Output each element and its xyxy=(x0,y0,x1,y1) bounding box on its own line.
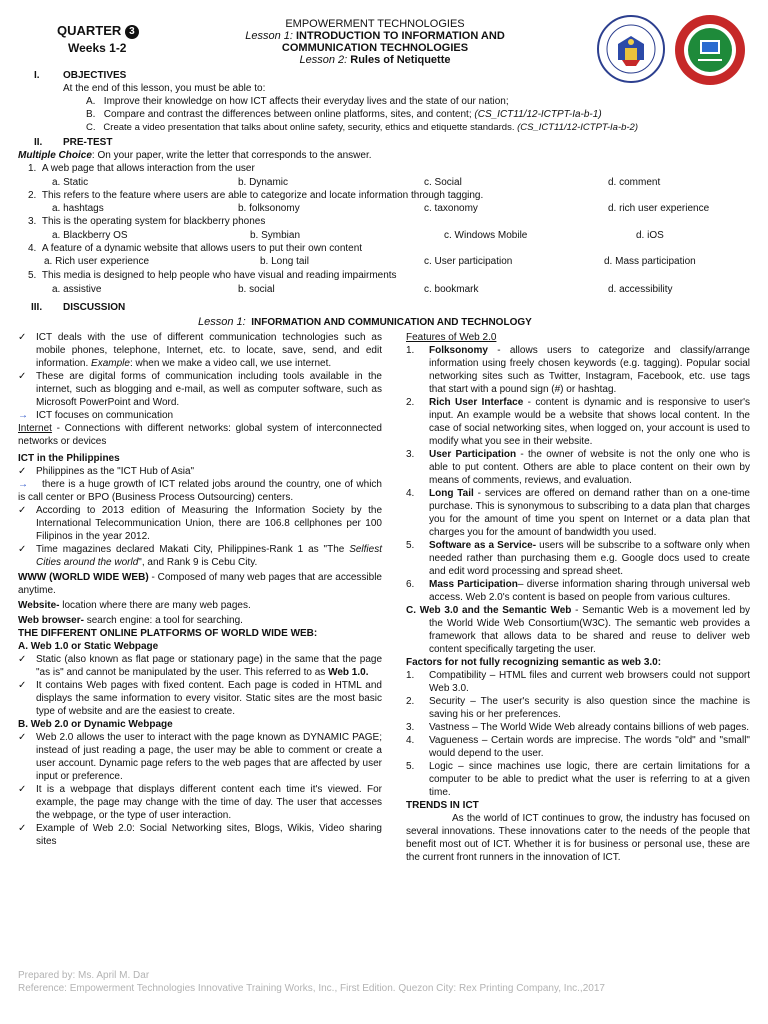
web1-heading: A. Web 1.0 or Static Webpage xyxy=(18,641,159,652)
objective-c xyxy=(86,121,638,134)
objective-text: Improve their knowledge on how ICT affects their everyday lives and the state of our nation; xyxy=(103,96,509,107)
feature-number: 5. xyxy=(406,540,415,551)
question-number: 2. xyxy=(28,190,37,201)
check-icon: ✓ xyxy=(18,654,27,665)
quarter-number-badge xyxy=(125,25,139,39)
option-c: c. Windows Mobile xyxy=(444,230,528,241)
lesson2-prefix: Lesson 2: xyxy=(299,54,348,66)
platforms-heading: THE DIFFERENT ONLINE PLATFORMS OF WORLD WIDE WEB: xyxy=(18,628,318,639)
bullet-text: It is a webpage that displays different content each time it's viewed. For example, the page may change with the time of day. The user that accesses the webpage, or the type of user interaction. xyxy=(36,784,382,821)
question-4 xyxy=(28,242,362,255)
feature-3 xyxy=(406,448,750,487)
option-a: a. hashtags xyxy=(52,203,104,214)
objective-letter: B. xyxy=(86,109,96,120)
feature-4 xyxy=(406,487,750,539)
feature-number: 1. xyxy=(406,345,415,356)
feature-5 xyxy=(406,539,750,578)
feature-text: - the owner of website is not the only one who is able to put content. Others are able to place content on their own by means of comments, reviews, and evaluation. xyxy=(429,449,750,486)
check-icon: ✓ xyxy=(18,371,27,382)
bullet-text: Web 2.0 allows the user to interact with the page known as DYNAMIC PAGE; instead of just reading a page, the user may be able to comment or create a user account. Dynamic page refers to the web pages that are affected by user input or preference. xyxy=(36,732,382,782)
trends-paragraph: As the world of ICT continues to grow, the industry has focused on several innovations. These innovations cater to the needs of the people that benefit most out of ICT. Whether it is for business or personal use, these are the current front runners in the innovation of ICT. xyxy=(406,813,750,863)
www-text: - Composed of many web pages that are accessible anytime. xyxy=(18,572,382,596)
quarter-text: QUARTER xyxy=(57,23,122,38)
ph-arrow-note xyxy=(18,478,382,504)
lesson1-title-a: INTRODUCTION TO INFORMATION AND xyxy=(295,30,505,42)
factor-number: 4. xyxy=(406,735,415,746)
objectives-heading: OBJECTIVES xyxy=(63,70,127,81)
browser-text: search engine: a tool for searching. xyxy=(83,615,243,626)
bullet-italic-text: Selfiest Cities around the world xyxy=(36,544,382,568)
factor-5 xyxy=(406,760,750,799)
ph-heading: ICT in the Philippines xyxy=(18,453,120,464)
question-5 xyxy=(28,269,397,282)
feature-text: users will be subscribe to a software only when needed rather than purchasing them e.g. Google docs used to create and edit word processing and spread sheet. xyxy=(429,540,750,577)
check-icon: ✓ xyxy=(18,680,27,691)
ph-bullet-2 xyxy=(18,504,382,543)
feature-number: 3. xyxy=(406,449,415,460)
internet-definition xyxy=(18,422,382,448)
option-a: a. Static xyxy=(52,177,89,188)
option-c: c. User participation xyxy=(424,256,513,267)
option-b: b. Dynamic xyxy=(238,177,289,188)
question-2 xyxy=(28,189,483,202)
feature-text: - allows users to categorize and classify/arrange information using freely chosen keywords (e.g. tagging). Popular social networking sites such as Twitter, Instagram, Facebook, etc. use tags that start with a pound sign (#) or hashtag. xyxy=(429,345,750,395)
prepared-by: Prepared by: Ms. April M. Dar xyxy=(18,970,150,981)
check-icon: ✓ xyxy=(18,732,27,743)
reference-line: Reference: Empowerment Technologies Innovative Training Works, Inc., First Edition. Quezon City: Rex Printing Company, Inc.,2017 xyxy=(18,983,605,994)
deped-seal-logo xyxy=(596,14,666,84)
factor-number: 1. xyxy=(406,670,415,681)
option-c: c. bookmark xyxy=(424,284,479,295)
feature-label: Mass Participation xyxy=(429,579,518,590)
feature-number: 4. xyxy=(406,488,415,499)
feature-2 xyxy=(406,396,750,448)
question-3 xyxy=(28,215,265,228)
feature-6 xyxy=(406,578,750,604)
factor-2 xyxy=(406,695,750,721)
bullet-text-end: ", and Rank 9 is Cebu City. xyxy=(138,557,258,568)
feature-label: Rich User Interface xyxy=(429,397,524,408)
factor-number: 2. xyxy=(406,696,415,707)
feature-label: Software as a Service- xyxy=(429,540,537,551)
www-definition xyxy=(18,571,382,597)
factor-number: 5. xyxy=(406,761,415,772)
browser-definition xyxy=(18,614,382,627)
lesson-prefix: Lesson 1: xyxy=(198,316,246,328)
web2-bullet-1 xyxy=(18,731,382,783)
question-number: 5. xyxy=(28,270,37,281)
arrow-right-icon: → xyxy=(18,479,28,490)
feature-text: - content is dynamic and is responsive to user's input. An example would be a website that shows local content. In the case of social networking sites, when logged on, your account is used to modify what you see in their website. xyxy=(429,397,750,447)
web1-bullet-2 xyxy=(18,679,382,718)
ph-bullet-3 xyxy=(18,543,382,569)
trends-heading: TRENDS IN ICT xyxy=(406,800,479,811)
objectives-intro: At the end of this lesson, you must be able to: xyxy=(63,83,266,94)
option-d: d. Mass participation xyxy=(604,256,696,267)
feature-label: Folksonomy xyxy=(429,345,488,356)
option-d: d. accessibility xyxy=(608,284,673,295)
example-label: Example xyxy=(91,358,130,369)
discussion-lesson-title xyxy=(198,316,532,329)
bullet-text: According to 2013 edition of Measuring the Information Society by the International Telecommunication Union, there are 106.8 cellphones per 100 Filipinos in the year 2012. xyxy=(36,505,382,542)
question-4-options xyxy=(0,255,768,268)
web2-bullet-2 xyxy=(18,783,382,822)
ph-bullet-1 xyxy=(18,465,382,478)
web1-bullet-1 xyxy=(18,653,382,679)
factor-1 xyxy=(406,669,750,695)
right-column xyxy=(406,331,750,864)
ict-arrow-note xyxy=(18,409,382,422)
pretest-heading: PRE-TEST xyxy=(63,137,113,148)
factor-number: 3. xyxy=(406,722,415,733)
website-definition xyxy=(18,599,382,612)
web3-definition xyxy=(406,604,750,656)
question-number: 4. xyxy=(28,243,37,254)
discussion-roman: III. xyxy=(31,302,43,313)
factor-text: Security – The user's security is also question since the machine is saving his or her preferences. xyxy=(429,696,750,720)
instruction-label: Multiple Choice xyxy=(18,150,92,161)
bullet-text: Time magazines declared Makati City, Philippines-Rank 1 as "The xyxy=(36,544,350,555)
internet-label: Internet xyxy=(18,423,52,434)
lesson2-line xyxy=(230,54,520,66)
lesson1-prefix: Lesson 1: xyxy=(245,30,293,42)
check-icon: ✓ xyxy=(18,823,27,834)
question-3-options xyxy=(0,229,768,242)
lesson-title: INFORMATION AND COMMUNICATION AND TECHNOLOGY xyxy=(251,317,532,328)
objective-text: Compare and contrast the differences between online platforms, sites, and content; xyxy=(103,109,472,120)
question-text: A feature of a dynamic website that allows users to put their own content xyxy=(41,243,363,254)
subject-title: EMPOWERMENT TECHNOLOGIES xyxy=(285,18,465,30)
factor-text: Vastness – The World Wide Web already contains billions of web pages. xyxy=(429,722,749,733)
college-seal-logo xyxy=(674,14,746,86)
feature-text: - services are offered on demand rather than on a one-time purchase. This is synonymous to subscribing to a data plan that charges you for the amount of time you spent on Internet or a data plan that charges you for the amount of bandwidth you used. xyxy=(429,488,750,538)
browser-label: Web browser- xyxy=(18,615,84,626)
check-icon: ✓ xyxy=(18,466,27,477)
question-text: This media is designed to help people who have visual and reading impairments xyxy=(41,270,397,281)
web3-text: - Semantic Web is a movement led by the World Wide Web Consortium(W3C). The semantic web provides a framework that allows data to be shared and reuse to deliver web content specifically targeting the user. xyxy=(429,605,751,655)
question-1 xyxy=(28,162,255,175)
bullet-text: Static (also known as flat page or stationary page) in the same that the page "as is" and cannot be manipulated by the user. This referred to as xyxy=(36,654,382,678)
bullet-text: It contains Web pages with fixed content. Each page is coded in HTML and displays the same information to every visitor. Static sites are the most basic type of website and are the easiest to create. xyxy=(36,680,382,717)
arrow-right-icon: → xyxy=(18,410,28,421)
lesson1-title-b: COMMUNICATION TECHNOLOGIES xyxy=(281,42,469,54)
www-label: WWW (WORLD WIDE WEB) xyxy=(18,572,149,583)
feature-1 xyxy=(406,344,750,396)
pretest-roman: II. xyxy=(34,137,43,148)
question-number: 1. xyxy=(28,163,37,174)
factor-3 xyxy=(406,721,750,734)
question-1-options xyxy=(0,176,768,189)
option-c: c. taxonomy xyxy=(424,203,478,214)
question-5-options xyxy=(0,283,768,296)
quarter-label xyxy=(57,23,139,39)
question-text: This is the operating system for blackberry phones xyxy=(41,216,266,227)
web3-label: C. Web 3.0 and the Semantic Web xyxy=(406,605,572,616)
feature-text: – diverse information sharing through universal web access. Web 2.0's content is based on people from various cultures. xyxy=(429,579,751,603)
check-icon: ✓ xyxy=(18,784,27,795)
option-b: b. Long tail xyxy=(260,256,309,267)
arrow-note-text: ICT focuses on communication xyxy=(36,410,174,421)
discussion-heading: DISCUSSION xyxy=(63,302,126,313)
question-text: A web page that allows interaction from the user xyxy=(41,163,255,174)
feature-number: 6. xyxy=(406,579,415,590)
pretest-instructions xyxy=(18,149,372,162)
objective-letter: C. xyxy=(86,122,96,133)
bullet-text: These are digital forms of communication including tools available in the internet, such as blogging and e-mail, as well as computer software, such as Microsoft PowerPoint and Word. xyxy=(36,371,382,408)
question-number: 3. xyxy=(28,216,37,227)
option-a: a. Rich user experience xyxy=(44,256,150,267)
bullet-text: ICT deals with the use of different communication technologies such as mobile phones, telephone, Internet, etc. to locate, save, send, and edit information. xyxy=(36,332,382,369)
web2-heading: B. Web 2.0 or Dynamic Webpage xyxy=(18,719,173,730)
factor-4 xyxy=(406,734,750,760)
features-heading: Features of Web 2.0 xyxy=(406,332,497,343)
option-a: a. Blackberry OS xyxy=(52,230,128,241)
objective-code: (CS_ICT11/12-ICTPT-Ia-b-2) xyxy=(517,122,639,133)
instruction-text: : On your paper, write the letter that corresponds to the answer. xyxy=(91,150,372,161)
check-icon: ✓ xyxy=(18,544,27,555)
objective-code: (CS_ICT11/12-ICTPT-Ia-b-1) xyxy=(474,109,602,120)
left-column xyxy=(18,331,382,848)
lesson1-line xyxy=(230,30,520,42)
ict-bullet-2 xyxy=(18,370,382,409)
arrow-note-text: there is a huge growth of ICT related jobs around the country, one of which is call center or BPO (Business Process Outsourcing) centers. xyxy=(18,479,382,503)
weeks-label: Weeks 1-2 xyxy=(68,41,127,55)
bullet-text: Philippines as the "ICT Hub of Asia" xyxy=(36,466,195,477)
option-d: d. iOS xyxy=(636,230,664,241)
option-a: a. assistive xyxy=(52,284,102,295)
feature-label: Long Tail xyxy=(429,488,474,499)
objective-letter: A. xyxy=(86,96,96,107)
objective-a xyxy=(86,95,509,108)
lesson2-title: Rules of Netiquette xyxy=(350,54,451,66)
option-b: b. folksonomy xyxy=(238,203,300,214)
option-c: c. Social xyxy=(424,177,462,188)
bullet-bold-text: Web 1.0. xyxy=(328,667,369,678)
feature-label: User Participation xyxy=(429,449,517,460)
option-d: d. rich user experience xyxy=(608,203,710,214)
website-label: Website- xyxy=(18,600,60,611)
objective-b xyxy=(86,108,602,121)
factor-text: Logic – since machines use logic, there are certain limitations for a computer to be able to predict what the user is referring to at a given time. xyxy=(429,761,750,798)
check-icon: ✓ xyxy=(18,332,27,343)
objective-text: Create a video presentation that talks about online safety, security, ethics and etiquette standards. xyxy=(103,122,515,133)
example-text: : when we make a video call, we use internet. xyxy=(129,358,332,369)
option-d: d. comment xyxy=(608,177,661,188)
check-icon: ✓ xyxy=(18,505,27,516)
header-title-block xyxy=(230,18,520,66)
factor-text: Vagueness – Certain words are imprecise. The words "old" and "small" would depend to the user. xyxy=(429,735,750,759)
factor-text: Compatibility – HTML files and current web browsers could not support Web 3.0. xyxy=(429,670,750,694)
option-b: b. social xyxy=(238,284,275,295)
factors-heading: Factors for not fully recognizing semantic as web 3.0: xyxy=(406,657,662,668)
quarter-number: 3 xyxy=(129,26,135,37)
internet-text: - Connections with different networks: global system of interconnected networks or devices xyxy=(18,423,382,447)
question-2-options xyxy=(0,202,768,215)
bullet-text: Example of Web 2.0: Social Networking sites, Blogs, Wikis, Video sharing sites xyxy=(36,823,382,847)
ict-bullet-1 xyxy=(18,331,382,370)
objectives-roman: I. xyxy=(34,70,40,81)
website-text: location where there are many web pages. xyxy=(59,600,251,611)
feature-number: 2. xyxy=(406,397,415,408)
option-b: b. Symbian xyxy=(250,230,301,241)
question-text: This refers to the feature where users are able to categorize and locate information through tagging. xyxy=(41,190,484,201)
web2-bullet-3 xyxy=(18,822,382,848)
